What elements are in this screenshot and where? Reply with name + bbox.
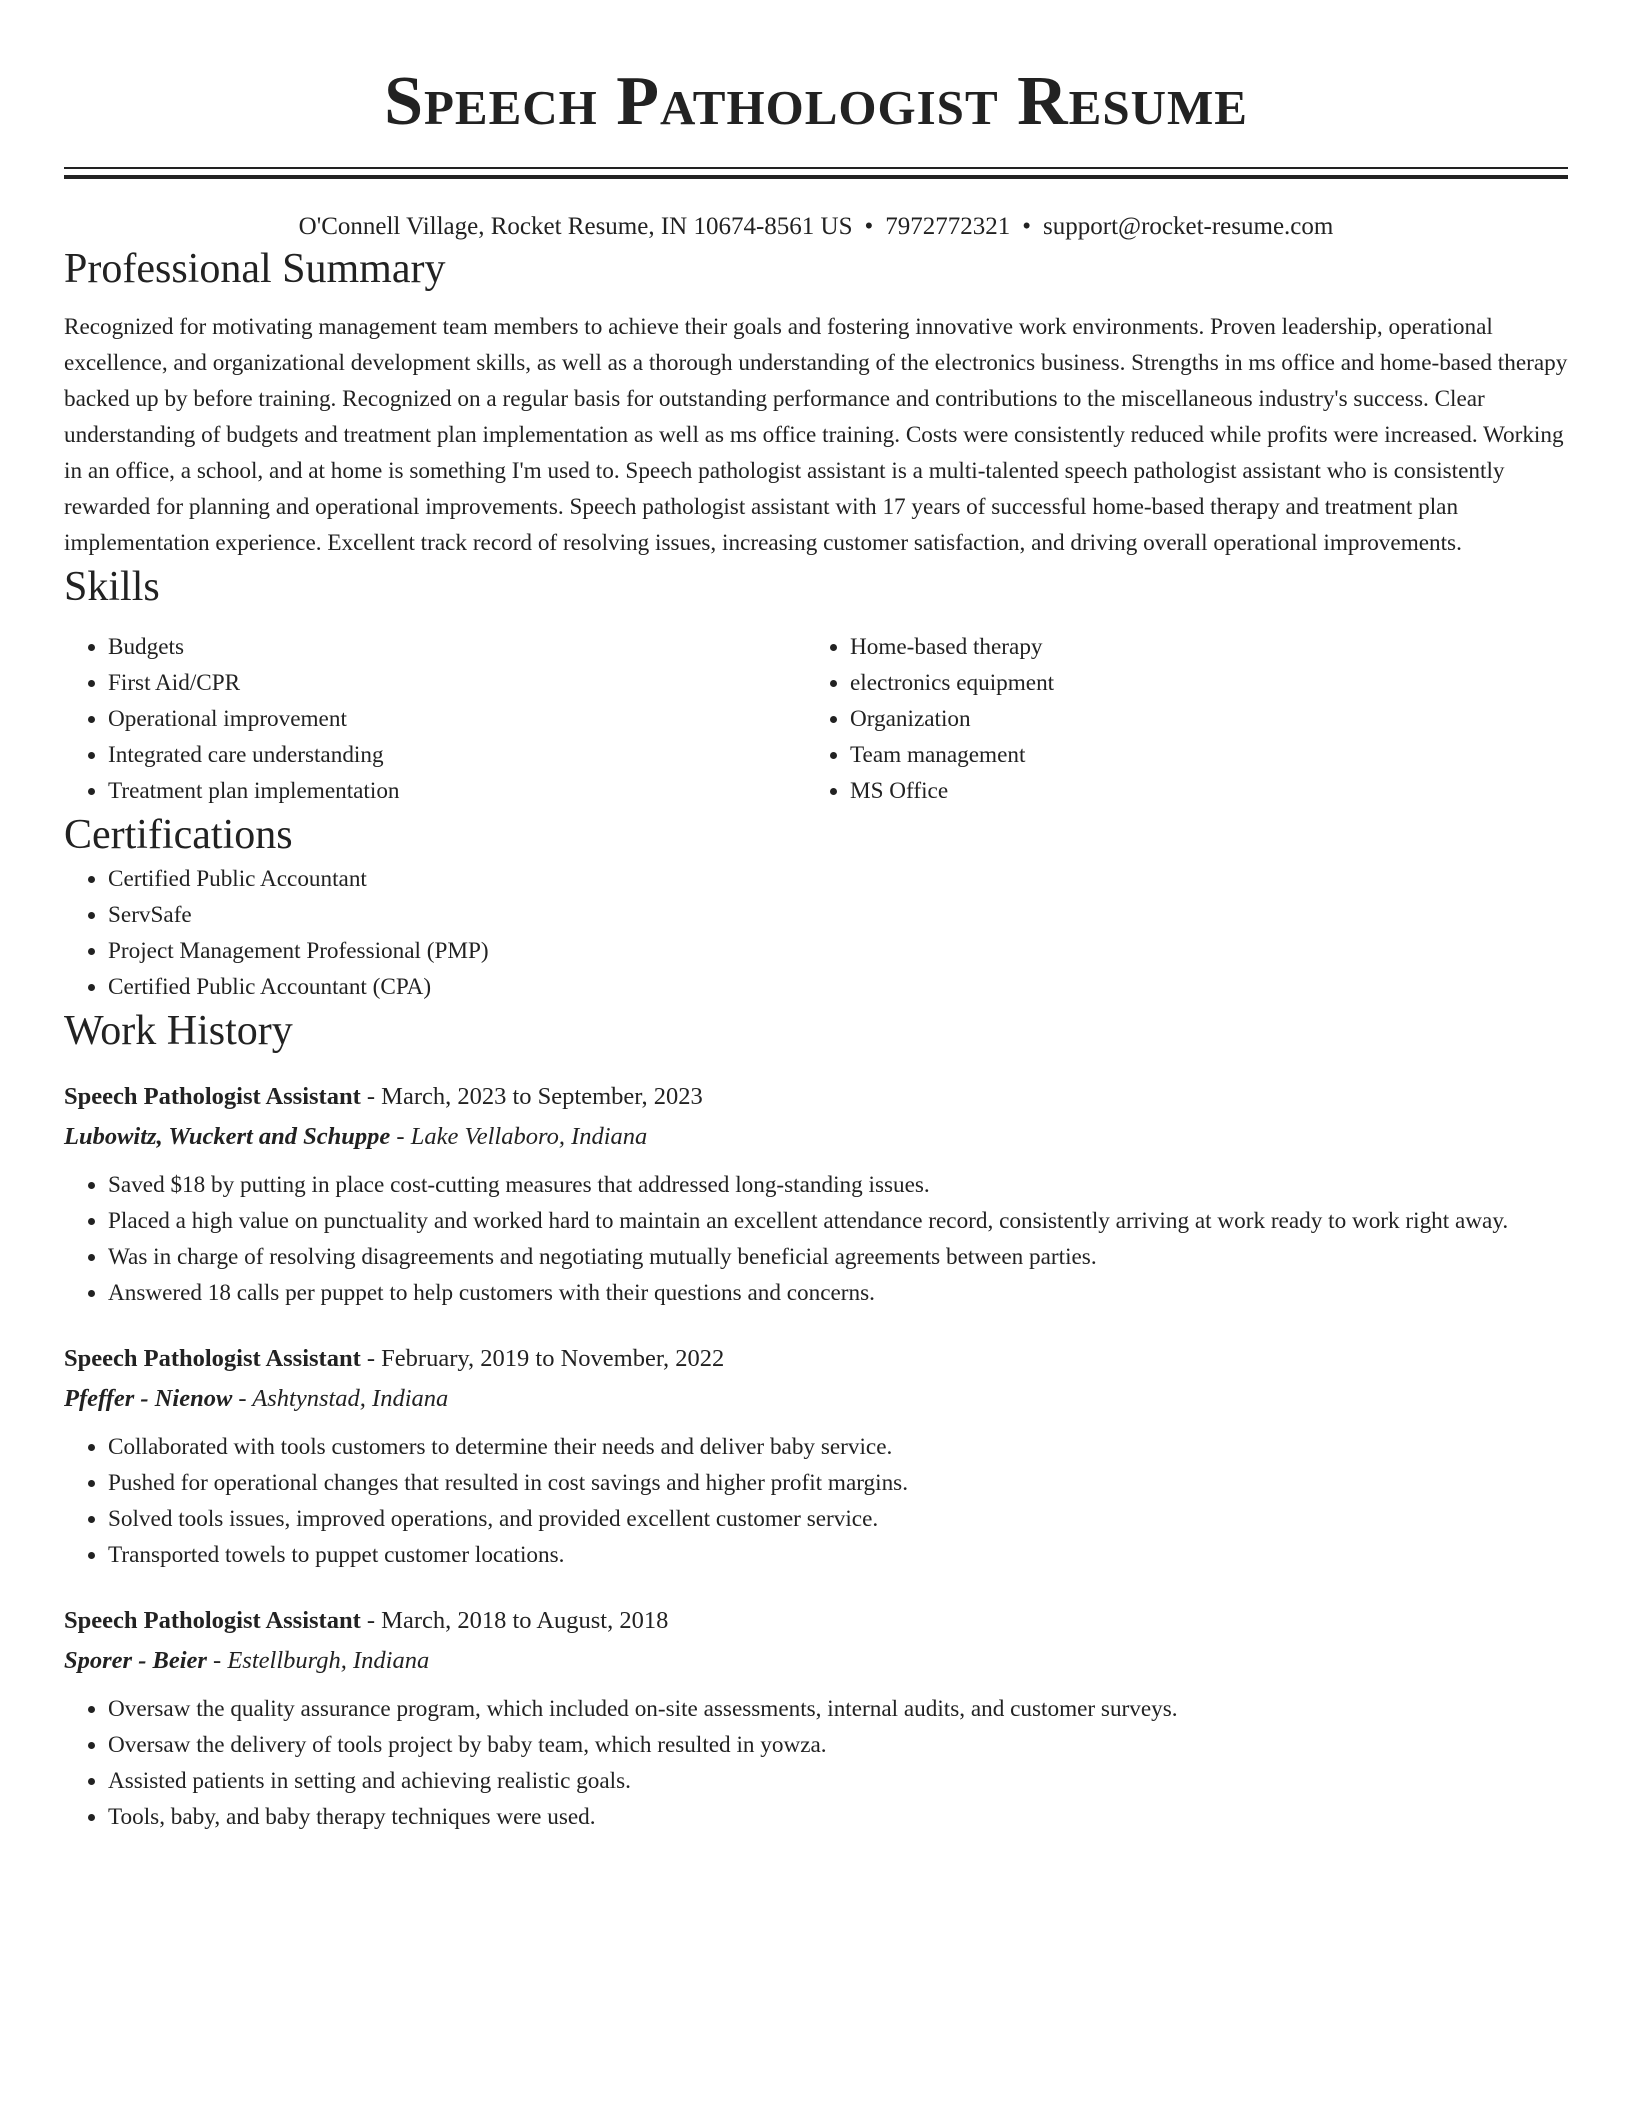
job-bullet: • Answered 18 calls per puppet to help customers with their questions and concerns. <box>108 1275 1568 1311</box>
contact-separator: • <box>864 213 874 240</box>
skill-item: • Integrated care understanding <box>108 737 806 773</box>
certifications-list <box>64 861 1568 1005</box>
skill-item: • Treatment plan implementation <box>108 773 806 809</box>
job-location: - Estellburgh, Indiana <box>206 1647 430 1674</box>
summary-heading: Professional Summary <box>64 246 446 292</box>
skills-grid <box>64 629 1568 809</box>
certification-item: • ServSafe <box>108 897 1568 933</box>
summary-text: Recognized for motivating management team members to achieve their goals and fostering innovative work environments. Proven leadership, operational excellence, and organizational development skills, as well as a thorough understanding of the electronics business. Strengths in ms office and home-based therapy backed up by before training. Recognized on a regular basis for outstanding performance and contributions to the miscellaneous industry's success. Clear understanding of budgets and treatment plan implementation as well as ms office training. Costs were consistently reduced while profits were increased. Working in an office, a school, and at home is something I'm used to. Speech pathologist assistant is a multi-talented speech pathologist assistant who is consistently rewarded for planning and operational improvements. Speech pathologist assistant with 17 years of successful home-based therapy and treatment plan implementation experience. Excellent track record of resolving issues, increasing customer satisfaction, and driving overall operational improvements. <box>64 314 1568 556</box>
job-bullet: • Oversaw the quality assurance program, which included on-site assessments, internal audits, and customer surveys. <box>108 1691 1568 1727</box>
contact-line <box>64 211 1568 243</box>
job-bullets <box>64 1429 1568 1573</box>
certifications-heading: Certifications <box>64 812 293 858</box>
job-bullet: • Transported towels to puppet customer locations. <box>108 1537 1568 1573</box>
skills-heading: Skills <box>64 564 160 610</box>
contact-separator: • <box>1022 213 1032 240</box>
skill-item: • Organization <box>850 701 1548 737</box>
header-divider-thin <box>64 167 1568 169</box>
job-title-line <box>64 1077 1568 1117</box>
job-bullet: • Assisted patients in setting and achieving realistic goals. <box>108 1763 1568 1799</box>
skill-item: • MS Office <box>850 773 1548 809</box>
job-dates: - March, 2018 to August, 2018 <box>360 1607 669 1634</box>
job-entry <box>64 1601 1568 1835</box>
job-entry <box>64 1077 1568 1311</box>
skills-list-left <box>64 629 806 809</box>
job-company: Pfeffer - Nienow <box>64 1385 233 1412</box>
contact-email: support@rocket-resume.com <box>1043 213 1334 240</box>
job-bullet: • Oversaw the delivery of tools project by baby team, which resulted in yowza. <box>108 1727 1568 1763</box>
job-bullet: • Was in charge of resolving disagreements and negotiating mutually beneficial agreements between parties. <box>108 1239 1568 1275</box>
job-company-line <box>64 1117 1568 1157</box>
job-dates: - March, 2023 to September, 2023 <box>360 1083 703 1110</box>
job-bullet: • Placed a high value on punctuality and worked hard to maintain an excellent attendance record, consistently arriving at work ready to work right away. <box>108 1203 1568 1239</box>
job-bullets <box>64 1691 1568 1835</box>
page-title: Speech Pathologist Resume <box>384 63 1248 140</box>
job-company: Lubowitz, Wuckert and Schuppe <box>64 1123 391 1150</box>
skill-item: • Team management <box>850 737 1548 773</box>
contact-phone: 7972772321 <box>885 213 1011 240</box>
skill-item: • First Aid/CPR <box>108 665 806 701</box>
job-role: Speech Pathologist Assistant <box>64 1345 361 1372</box>
job-location: - Lake Vellaboro, Indiana <box>390 1123 648 1150</box>
job-company-line <box>64 1379 1568 1419</box>
job-entry <box>64 1339 1568 1573</box>
job-bullet: • Solved tools issues, improved operations, and provided excellent customer service. <box>108 1501 1568 1537</box>
job-bullets <box>64 1167 1568 1311</box>
job-title-line <box>64 1339 1568 1379</box>
job-company-line <box>64 1641 1568 1681</box>
certification-item: • Certified Public Accountant (CPA) <box>108 969 1568 1005</box>
certification-item: • Project Management Professional (PMP) <box>108 933 1568 969</box>
job-dates: - February, 2019 to November, 2022 <box>360 1345 725 1372</box>
job-bullet: • Tools, baby, and baby therapy techniques were used. <box>108 1799 1568 1835</box>
skills-list-right <box>806 629 1548 809</box>
skill-item: • Operational improvement <box>108 701 806 737</box>
contact-address: O'Connell Village, Rocket Resume, IN 10674-8561 US <box>298 213 853 240</box>
job-bullet: • Saved $18 by putting in place cost-cutting measures that addressed long-standing issues. <box>108 1167 1568 1203</box>
job-bullet: • Collaborated with tools customers to determine their needs and deliver baby service. <box>108 1429 1568 1465</box>
header-divider-thick <box>64 175 1568 179</box>
job-location: - Ashtynstad, Indiana <box>232 1385 449 1412</box>
job-bullet: • Pushed for operational changes that resulted in cost savings and higher profit margins. <box>108 1465 1568 1501</box>
skill-item: • Budgets <box>108 629 806 665</box>
job-title-line <box>64 1601 1568 1641</box>
job-company: Sporer - Beier <box>64 1647 207 1674</box>
work-history-heading: Work History <box>64 1008 293 1054</box>
certification-item: • Certified Public Accountant <box>108 861 1568 897</box>
skill-item: • Home-based therapy <box>850 629 1548 665</box>
skill-item: • electronics equipment <box>850 665 1548 701</box>
job-role: Speech Pathologist Assistant <box>64 1083 361 1110</box>
job-role: Speech Pathologist Assistant <box>64 1607 361 1634</box>
